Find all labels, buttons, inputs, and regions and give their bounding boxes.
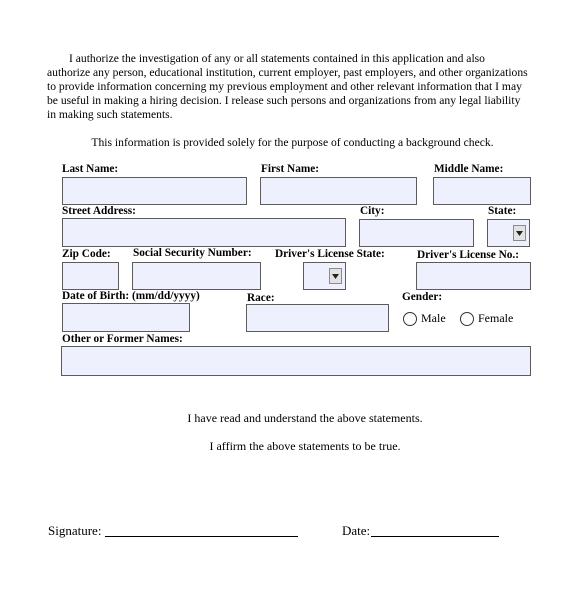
drivers-license-number-label: Driver's License No.: bbox=[417, 249, 519, 261]
race-label: Race: bbox=[247, 292, 275, 304]
gender-male-radio[interactable] bbox=[403, 312, 417, 326]
gender-male-label: Male bbox=[421, 311, 446, 325]
state-label: State: bbox=[488, 205, 517, 217]
chevron-down-icon bbox=[332, 274, 339, 279]
date-line[interactable] bbox=[371, 536, 499, 537]
gender-female-label: Female bbox=[478, 311, 514, 325]
last-name-field[interactable] bbox=[62, 177, 247, 205]
authorization-line: be useful in making a hiring decision. I release such persons and organizations from any legal liability bbox=[47, 94, 521, 107]
zip-code-field[interactable] bbox=[62, 262, 119, 290]
state-dropdown-button[interactable] bbox=[513, 225, 526, 241]
other-names-field[interactable] bbox=[61, 346, 531, 376]
middle-name-field[interactable] bbox=[433, 177, 531, 205]
authorization-line: in making such statements. bbox=[47, 108, 173, 121]
other-names-label: Other or Former Names: bbox=[62, 333, 183, 345]
drivers-license-state-label: Driver's License State: bbox=[275, 248, 385, 260]
chevron-down-icon bbox=[516, 231, 523, 236]
background-check-notice: This information is provided solely for the purpose of conducting a background check. bbox=[91, 136, 494, 149]
affirm-statement: I affirm the above statements to be true. bbox=[209, 439, 401, 453]
signature-line[interactable] bbox=[105, 536, 298, 537]
city-field[interactable] bbox=[359, 219, 474, 247]
state-select[interactable] bbox=[487, 219, 530, 247]
city-label: City: bbox=[360, 205, 385, 217]
drivers-license-number-field[interactable] bbox=[416, 262, 531, 290]
street-address-field[interactable] bbox=[62, 218, 346, 247]
first-name-field[interactable] bbox=[260, 177, 417, 205]
authorization-line: authorize any person, educational institution, current employer, past employers, and other organizations bbox=[47, 66, 528, 79]
zip-code-label: Zip Code: bbox=[62, 248, 111, 260]
authorization-line: I authorize the investigation of any or all statements contained in this application and also bbox=[69, 52, 485, 65]
ssn-field[interactable] bbox=[132, 262, 261, 290]
middle-name-label: Middle Name: bbox=[434, 163, 504, 175]
drivers-license-state-dropdown-button[interactable] bbox=[329, 268, 342, 284]
last-name-label: Last Name: bbox=[62, 163, 119, 175]
gender-female-radio[interactable] bbox=[460, 312, 474, 326]
ssn-label: Social Security Number: bbox=[133, 247, 252, 259]
race-field[interactable] bbox=[246, 304, 389, 332]
date-of-birth-field[interactable] bbox=[62, 303, 190, 332]
street-address-label: Street Address: bbox=[62, 205, 136, 217]
first-name-label: First Name: bbox=[261, 163, 320, 175]
authorization-paragraph bbox=[47, 52, 557, 122]
date-of-birth-label: Date of Birth: (mm/dd/yyyy) bbox=[62, 290, 200, 302]
drivers-license-state-select[interactable] bbox=[303, 262, 346, 290]
date-label: Date: bbox=[342, 523, 371, 538]
read-statement: I have read and understand the above statements. bbox=[187, 411, 423, 425]
gender-label: Gender: bbox=[402, 291, 443, 303]
signature-label: Signature: bbox=[48, 523, 102, 538]
authorization-line: to provide information concerning my previous employment and other relevant information that I may bbox=[47, 80, 522, 93]
